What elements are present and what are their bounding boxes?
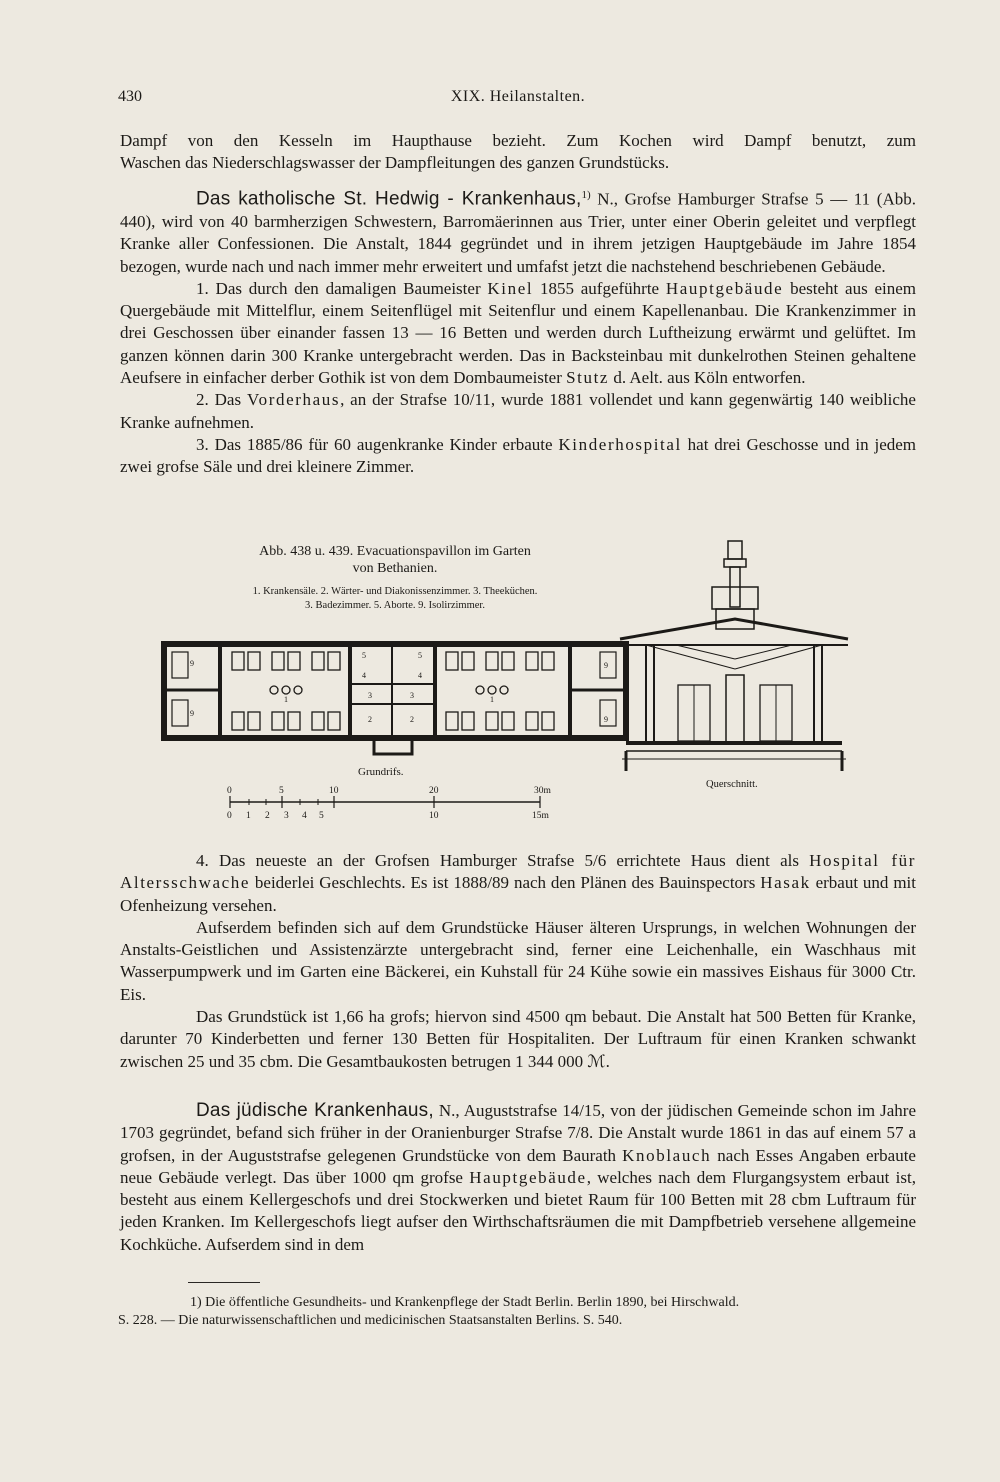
hedwig-p4-term: Kinderhospital bbox=[558, 434, 682, 454]
section-label: Querschnitt. bbox=[706, 779, 758, 790]
hedwig-p2-term: Hauptgebäude bbox=[665, 278, 784, 298]
room-label-toilet-left: 5 bbox=[362, 651, 366, 660]
hedwig-section bbox=[120, 184, 916, 479]
figure-caption-line-1: Abb. 438 u. 439. Evacuationspavillon im Garten bbox=[259, 544, 531, 559]
figure-legend-line-1: 1. Krankensäle. 2. Wärter- und Diakonissenzimmer. 3. Theeküchen. bbox=[252, 586, 538, 597]
room-label-isolation-1: 9 bbox=[190, 659, 194, 668]
hedwig-paragraph-4 bbox=[120, 434, 916, 479]
room-label-isolation-2: 9 bbox=[190, 709, 194, 718]
room-label-staff-left: 2 bbox=[368, 715, 372, 724]
footnote-rule bbox=[188, 1282, 260, 1283]
plan-label: Grundrifs. bbox=[358, 766, 404, 778]
hedwig-p2-text-a: 1. Das durch den damaligen Baumeister bbox=[196, 278, 488, 298]
hedwig-paragraph-3 bbox=[120, 389, 916, 434]
juedisch-text-a: N., Auguststrafse 14/15, von der jüdischen Gemeinde schon im Jahre 1703 gegründet, befand sich früher in der Oranienburger Strafse 7/8. Die Anstalt wurde 1861 in das auf einem 57 a grofsen, in der Auguststrafse gelegenen Grundstücke von dem Baurath bbox=[120, 1101, 916, 1165]
hedwig-p2-architect-2: Stutz bbox=[566, 368, 610, 388]
hedwig-paragraph-7: Das Grundstück ist 1,66 ha grofs; hiervon sind 4500 qm bebaut. Die Anstalt hat 500 Betten für Kranke, darunter 70 Kinderbetten und ferner 130 Betten für Hospitaliten. Der Luftraum für einen Kranken schwankt zwischen 25 und 35 cbm. Die Gesamtbaukosten betrugen 1 344 000 ℳ. bbox=[120, 1007, 916, 1071]
scale-bottom-3: 3 bbox=[284, 811, 289, 821]
hedwig-paragraph-5 bbox=[120, 850, 916, 917]
footnote-line-2: S. 228. — Die naturwissenschaftlichen und medicinischen Staatsanstalten Berlins. S. 540. bbox=[118, 1313, 623, 1328]
hedwig-p2-text-b: 1855 aufgeführte bbox=[533, 278, 666, 298]
juedisch-architect: Knoblauch bbox=[622, 1145, 712, 1165]
scale-top-5: 5 bbox=[279, 786, 284, 796]
hedwig-p4-text-b: hat drei Geschosse und in jedem zwei grofse Säle und drei kleinere Zimmer. bbox=[120, 434, 917, 477]
hedwig-p3-text-b: , an der Strafse 10/11, wurde 1881 vollendet und kann gegenwärtig 140 weibliche Kranke aufnehmen. bbox=[120, 390, 916, 432]
hedwig-paragraph-1-text: N., Grofse Hamburger Strafse 5 — 11 (Abb. 440), wird von 40 barmherzigen Schwestern, Barromäerinnen aus Trier, unter einer Oberin geleitet und verpflegt Kranke aller Confessionen. Die Anstalt, 1844 gegründet und in ihrem jetzigen Hauptgebäude im Jahre 1854 bezogen, wurde nach und nach immer mehr erweitert und umfafst jetzt die nachstehend beschriebenen Gebäude. bbox=[120, 189, 916, 276]
hedwig-p4-text-a: 3. Das 1885/86 für 60 augenkranke Kinder erbaute bbox=[196, 434, 559, 454]
scale-top-30: 30m bbox=[534, 786, 551, 796]
room-label-kitchen-right: 3 bbox=[410, 691, 414, 700]
hedwig-p5-architect: Hasak bbox=[760, 873, 811, 893]
scale-top-20: 20 bbox=[429, 786, 439, 796]
hedwig-p2-architect: Kinel bbox=[487, 278, 534, 298]
running-title: XIX. Heilanstalten. bbox=[450, 88, 586, 105]
hedwig-p5-text-c: erbaut und mit Ofenheizung versehen. bbox=[120, 873, 916, 915]
scale-bottom-2: 2 bbox=[265, 811, 270, 821]
scale-top-0: 0 bbox=[227, 786, 232, 796]
figure-caption-line-2: von Bethanien. bbox=[352, 561, 438, 576]
hedwig-paragraph-1 bbox=[120, 184, 916, 278]
scale-bar bbox=[222, 782, 562, 824]
room-label-ward-right: 1 bbox=[490, 695, 494, 704]
intro-line-2: Waschen das Niederschlagswasser der Dampfleitungen des ganzen Grundstücks. bbox=[120, 153, 670, 173]
room-label-kitchen-left: 3 bbox=[368, 691, 372, 700]
intro-line-1: Dampf von den Kesseln im Haupthause bezieht. Zum Kochen wird Dampf benutzt, zum bbox=[120, 131, 916, 150]
scale-bottom-15: 15m bbox=[532, 811, 549, 821]
juedisch-paragraph bbox=[120, 1100, 916, 1256]
juedisch-term: Hauptgebäude bbox=[469, 1167, 587, 1187]
scale-bottom-0: 0 bbox=[227, 811, 232, 821]
room-label-bath-right: 4 bbox=[418, 671, 422, 680]
footnote bbox=[118, 1294, 918, 1330]
juedisch-section bbox=[120, 1100, 916, 1256]
footnote-line-1: 1) Die öffentliche Gesundheits- und Krankenpflege der Stadt Berlin. Berlin 1890, bei Hirschwald. bbox=[190, 1295, 740, 1310]
page-number: 430 bbox=[118, 88, 142, 105]
hedwig-p3-text-a: 2. Das bbox=[196, 390, 247, 410]
hedwig-p5-text-b: beiderlei Geschlechts. Es ist 1888/89 nach den Plänen des Bauinspectors bbox=[250, 873, 761, 893]
scale-bottom-1: 1 bbox=[246, 811, 251, 821]
room-label-isolation-4: 9 bbox=[604, 715, 608, 724]
hedwig-p5-term: Hospital für Altersschwache bbox=[120, 851, 916, 893]
room-label-toilet-right: 5 bbox=[418, 651, 422, 660]
scale-bottom-5: 5 bbox=[319, 811, 324, 821]
hedwig-p5-text-a: 4. Das neueste an der Grofsen Hamburger Strafse 5/6 errichtete Haus dient als bbox=[196, 851, 810, 870]
juedisch-text-c: , welches nach dem Flurgangsystem erbaut ist, besteht aus einem Kellergeschofs und drei Stockwerken und bietet Raum für 100 Betten mit 28 cbm Luftraum für jeden Kranken. Im Kellergeschofs liegt aufser den Wirthschaftsräumen die mit Dampfbetrieb versehene allgemeine Kochküche. Aufserdem sind in dem bbox=[120, 1167, 916, 1254]
hedwig-heading: Das katholische St. Hedwig - Krankenhaus, bbox=[196, 188, 582, 210]
juedisch-heading: Das jüdische Krankenhaus, bbox=[196, 1100, 434, 1121]
room-label-bath-left: 4 bbox=[362, 671, 366, 680]
figure-legend-line-2: 3. Badezimmer. 5. Aborte. 9. Isolirzimmer. bbox=[305, 600, 485, 611]
hedwig-paragraph-6: Aufserdem befinden sich auf dem Grundstücke Häuser älteren Ursprungs, in welchen Wohnungen der Anstalts-Geistlichen und Assistenzärzte untergebracht sind, ferner eine Leichenhalle, ein Waschhaus mit Wasserpumpwerk und im Garten eine Bäckerei, ein Kuhstall für 24 Kühe sowie ein massives Eishaus für 3000 Ctr. Eis. bbox=[120, 917, 916, 1004]
hedwig-footnote-mark: 1) bbox=[581, 189, 591, 201]
hedwig-p2-text-c: besteht aus einem Quergebäude mit Mittelflur, einem Seitenflügel mit Seitenflur und einem Kapellenanbau. Die Krankenzimmer in drei Geschossen über einander fassen 13 — 16 Betten und werden durch Luftheizung erwärmt und gelüftet. Im ganzen können darin 300 Kranke untergebracht werden. Das in Backsteinbau mit dunkelrothen Steinen gehaltene Aeufsere in einfacher derber Gothik ist von dem Dombaumeister bbox=[120, 278, 917, 388]
floor-plan-drawing bbox=[160, 638, 630, 758]
room-label-isolation-3: 9 bbox=[604, 661, 608, 670]
scale-top-10: 10 bbox=[329, 786, 339, 796]
room-label-ward-left: 1 bbox=[284, 695, 288, 704]
hedwig-p3-term: Vorderhaus bbox=[246, 390, 341, 410]
room-label-staff-right: 2 bbox=[410, 715, 414, 724]
page-header bbox=[118, 88, 918, 112]
hedwig-p2-text-d: d. Aelt. aus Köln entworfen. bbox=[609, 368, 806, 388]
hedwig-paragraph-2 bbox=[120, 278, 916, 389]
hedwig-section-continued bbox=[120, 850, 916, 1073]
scale-bottom-4: 4 bbox=[302, 811, 307, 821]
figure-caption bbox=[190, 543, 600, 577]
intro-paragraph bbox=[120, 130, 916, 175]
cross-section-drawing bbox=[616, 535, 852, 793]
scale-bottom-10: 10 bbox=[429, 811, 439, 821]
juedisch-text-b: nach Esses Angaben erbaute neue Gebäude verlegt. Das über 1000 qm grofse bbox=[120, 1145, 916, 1187]
figure-legend bbox=[180, 585, 610, 613]
